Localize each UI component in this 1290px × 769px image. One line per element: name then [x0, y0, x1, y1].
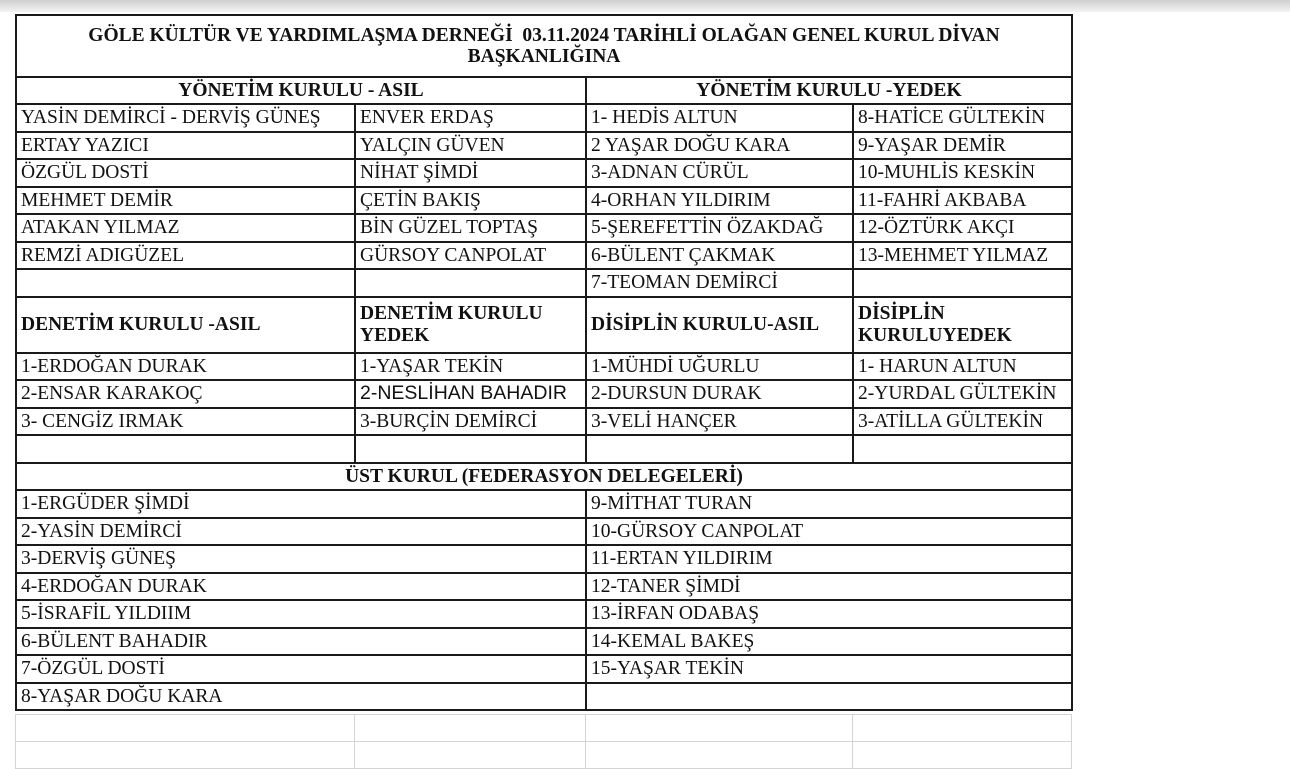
yonetim-asil-name: BİN GÜZEL TOPTAŞ: [355, 214, 586, 242]
disiplin-asil-header: DİSİPLİN KURULU-ASIL: [586, 297, 853, 353]
ust-kurul-name: 5-İSRAFİL YILDIIM: [16, 600, 586, 628]
denetim-asil-name: 3- CENGİZ IRMAK: [16, 408, 355, 436]
denetim-yedek-header-line-1: DENETİM KURULU: [360, 303, 543, 325]
denetim-yedek-header-line-2: YEDEK: [360, 324, 430, 346]
yonetim-asil-header: YÖNETİM KURULU - ASIL: [16, 77, 586, 104]
ust-kurul-name: 4-ERDOĞAN DURAK: [16, 573, 586, 601]
yonetim-yedek-name: 1- HEDİS ALTUN: [586, 104, 853, 132]
yonetim-yedek-name: 9-YAŞAR DEMİR: [853, 132, 1072, 160]
denetim-yedek-name: 3-BURÇİN DEMİRCİ: [355, 408, 586, 436]
window-top-shadow: [0, 0, 1290, 12]
ust-kurul-name: 7-ÖZGÜL DOSTİ: [16, 655, 586, 683]
empty-cell: [853, 435, 1072, 463]
yonetim-yedek-name: 10-MUHLİS KESKİN: [853, 159, 1072, 187]
empty-cell: [853, 715, 1072, 742]
disiplin-asil-name: 1-MÜHDİ UĞURLU: [586, 353, 853, 381]
empty-cell: [586, 742, 853, 769]
disiplin-yedek-header-line-1: DİSİPLİN: [858, 303, 945, 325]
empty-cell: [355, 742, 586, 769]
ust-kurul-name: 1-ERGÜDER ŞİMDİ: [16, 490, 586, 518]
yonetim-asil-name: ERTAY YAZICI: [16, 132, 355, 160]
denetim-asil-header: DENETİM KURULU -ASIL: [16, 297, 355, 353]
disiplin-asil-name: 2-DURSUN DURAK: [586, 380, 853, 408]
empty-cell: [16, 435, 355, 463]
ust-kurul-name: 8-YAŞAR DOĞU KARA: [16, 683, 586, 711]
empty-cell: [586, 683, 1072, 711]
yonetim-asil-name: YASİN DEMİRCİ - DERVİŞ GÜNEŞ: [16, 104, 355, 132]
ust-kurul-name: 12-TANER ŞİMDİ: [586, 573, 1072, 601]
yonetim-yedek-name: 5-ŞEREFETTİN ÖZAKDAĞ: [586, 214, 853, 242]
empty-cell: [355, 715, 586, 742]
disiplin-yedek-name: 1- HARUN ALTUN: [853, 353, 1072, 381]
yonetim-asil-name: ÖZGÜL DOSTİ: [16, 159, 355, 187]
ust-kurul-name: 11-ERTAN YILDIRIM: [586, 545, 1072, 573]
yonetim-asil-name: ENVER ERDAŞ: [355, 104, 586, 132]
ust-kurul-name: 9-MİTHAT TURAN: [586, 490, 1072, 518]
disiplin-yedek-header-line-2: KURULUYEDEK: [858, 324, 1012, 346]
denetim-asil-name: 1-ERDOĞAN DURAK: [16, 353, 355, 381]
denetim-yedek-name: 1-YAŞAR TEKİN: [355, 353, 586, 381]
ust-kurul-header: ÜST KURUL (FEDERASYON DELEGELERİ): [16, 463, 1072, 491]
yonetim-yedek-name: 13-MEHMET YILMAZ: [853, 242, 1072, 270]
empty-cell: [853, 742, 1072, 769]
empty-cell: [355, 269, 586, 297]
yonetim-yedek-name: 7-TEOMAN DEMİRCİ: [586, 269, 853, 297]
yonetim-yedek-name: 3-ADNAN CÜRÜL: [586, 159, 853, 187]
ust-kurul-name: 14-KEMAL BAKEŞ: [586, 628, 1072, 656]
empty-cell: [355, 435, 586, 463]
yonetim-yedek-name: 6-BÜLENT ÇAKMAK: [586, 242, 853, 270]
ust-kurul-name: 15-YAŞAR TEKİN: [586, 655, 1072, 683]
empty-cell: [16, 269, 355, 297]
empty-cell: [586, 435, 853, 463]
ust-kurul-name: 10-GÜRSOY CANPOLAT: [586, 518, 1072, 546]
title-line-2: BAŞKANLIĞINA: [467, 46, 621, 67]
yonetim-yedek-header: YÖNETİM KURULU -YEDEK: [586, 77, 1072, 104]
yonetim-yedek-name: 4-ORHAN YILDIRIM: [586, 187, 853, 215]
yonetim-yedek-name: 12-ÖZTÜRK AKÇI: [853, 214, 1072, 242]
faint-empty-rows: [15, 714, 1072, 769]
disiplin-asil-name: 3-VELİ HANÇER: [586, 408, 853, 436]
yonetim-yedek-name: 2 YAŞAR DOĞU KARA: [586, 132, 853, 160]
yonetim-asil-name: MEHMET DEMİR: [16, 187, 355, 215]
denetim-yedek-header: [355, 297, 586, 353]
yonetim-asil-name: NİHAT ŞİMDİ: [355, 159, 586, 187]
title-line-1: GÖLE KÜLTÜR VE YARDIMLAŞMA DERNEĞİ 03.11.2024 TARİHLİ OLAĞAN GENEL KURUL DİVAN: [88, 24, 1000, 46]
denetim-yedek-name: 2-NESLİHAN BAHADIR: [355, 380, 586, 408]
ust-kurul-name: 13-İRFAN ODABAŞ: [586, 600, 1072, 628]
empty-cell: [586, 715, 853, 742]
denetim-asil-name: 2-ENSAR KARAKOÇ: [16, 380, 355, 408]
ust-kurul-name: 2-YASİN DEMİRCİ: [16, 518, 586, 546]
empty-cell: [16, 715, 355, 742]
document-title: [16, 15, 1072, 77]
disiplin-yedek-name: 2-YURDAL GÜLTEKİN: [853, 380, 1072, 408]
yonetim-asil-name: ATAKAN YILMAZ: [16, 214, 355, 242]
yonetim-yedek-name: 8-HATİCE GÜLTEKİN: [853, 104, 1072, 132]
yonetim-asil-name: ÇETİN BAKIŞ: [355, 187, 586, 215]
document-table: [15, 14, 1073, 711]
yonetim-yedek-name: 11-FAHRİ AKBABA: [853, 187, 1072, 215]
disiplin-yedek-header: [853, 297, 1072, 353]
ust-kurul-name: 3-DERVİŞ GÜNEŞ: [16, 545, 586, 573]
empty-cell: [16, 742, 355, 769]
disiplin-yedek-name: 3-ATİLLA GÜLTEKİN: [853, 408, 1072, 436]
yonetim-asil-name: GÜRSOY CANPOLAT: [355, 242, 586, 270]
empty-cell: [853, 269, 1072, 297]
ust-kurul-name: 6-BÜLENT BAHADIR: [16, 628, 586, 656]
yonetim-asil-name: YALÇIN GÜVEN: [355, 132, 586, 160]
yonetim-asil-name: REMZİ ADIGÜZEL: [16, 242, 355, 270]
